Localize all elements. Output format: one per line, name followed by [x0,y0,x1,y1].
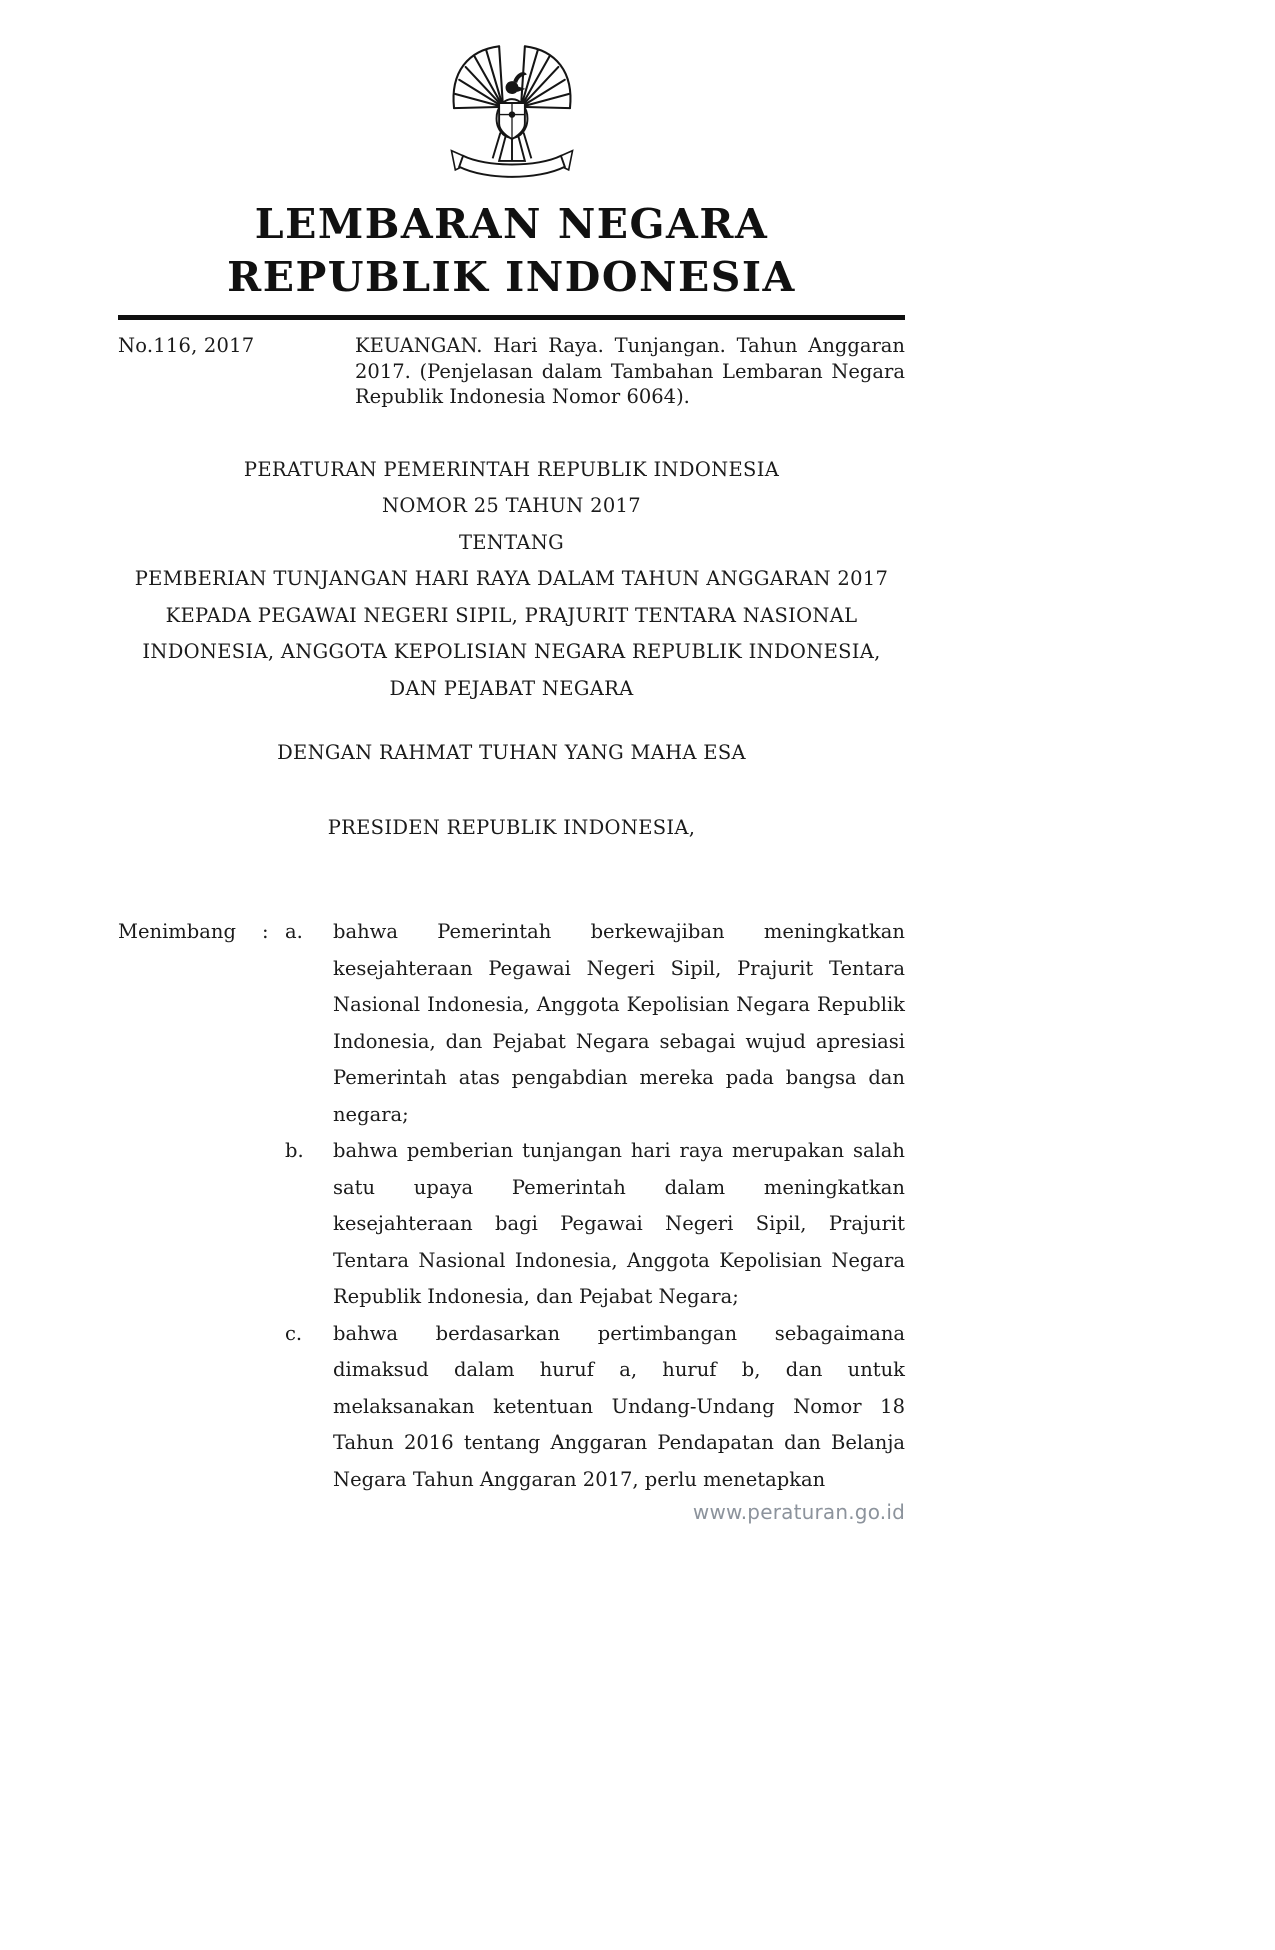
menimbang-label-spacer [118,1133,262,1316]
menimbang-item-text: bahwa pemberian tunjangan hari raya merupakan salah satu upaya Pemerintah dalam meningkatkan kesejahteraan bagi Pegawai Negeri Sipil, Prajurit Tentara Nasional Indonesia, Anggota Kepolisian Negara Republik Indonesia, dan Pejabat Negara; [333,1139,905,1308]
gazette-subject: KEUANGAN. Hari Raya. Tunjangan. Tahun Anggaran 2017. (Penjelasan dalam Tambahan Lembaran Negara Republik Indonesia Nomor 6064). [355,334,905,408]
regulation-subject-line: INDONESIA, ANGGOTA KEPOLISIAN NEGARA REPUBLIK INDONESIA, [142,640,881,663]
menimbang-item-letter: a. [285,920,303,943]
menimbang-label: Menimbang [118,920,236,943]
masthead-title [118,198,905,304]
menimbang-item-letter: c. [285,1321,303,1345]
menimbang-item-letter: b. [285,1139,304,1162]
regulation-title-block [118,452,905,708]
regulation-number: NOMOR 25 TAHUN 2017 [382,494,641,517]
regulation-subject-line: PEMBERIAN TUNJANGAN HARI RAYA DALAM TAHUN ANGGARAN 2017 [134,567,889,590]
menimbang-item-text: bahwa Pemerintah berkewajiban meningkatkan kesejahteraan Pegawai Negeri Sipil, Prajurit Tentara Nasional Indonesia, Anggota Kepolisian Negara Republik Indonesia, dan Pejabat Negara sebagai wujud apresiasi Pemerintah atas pengabdian mereka pada bangsa dan negara; [333,920,905,1126]
masthead-rule [118,315,905,320]
menimbang-item-text: bahwa berdasarkan pertimbangan sebagaimana dimaksud dalam huruf a, huruf b, dan untuk melaksanakan ketentuan Undang-Undang Nomor 18 Tahun 2016 tentang Anggaran Pendapatan dan Belanja Negara Tahun Anggaran 2017, perlu menetapkan [333,1321,905,1491]
regulation-subject-line: DAN PEJABAT NEGARA [389,676,634,700]
garuda-head [505,72,526,94]
gazette-meta-row [118,333,905,410]
masthead-line2: REPUBLIK INDONESIA [227,253,796,301]
menimbang-section [118,914,905,1498]
regulation-type: PERATURAN PEMERINTAH REPUBLIK INDONESIA [243,457,780,481]
document-content [118,0,905,1498]
watermark-url: www.peraturan.go.id [692,1500,905,1524]
menimbang-label-spacer [118,1316,262,1499]
regulation-subject-line: KEPADA PEGAWAI NEGERI SIPIL, PRAJURIT TENTARA NASIONAL [165,603,858,627]
menimbang-colon-spacer [262,1316,285,1499]
gazette-number: No.116, 2017 [118,334,255,357]
garuda-pancasila-emblem [446,36,578,188]
garuda-pancasila-icon [446,36,578,188]
authority-line: PRESIDEN REPUBLIK INDONESIA, [327,815,696,839]
masthead-line1: LEMBARAN NEGARA [254,200,769,248]
invocation-line: DENGAN RAHMAT TUHAN YANG MAHA ESA [277,741,746,764]
menimbang-colon: : [262,920,269,943]
regulation-tentang: TENTANG [458,530,565,554]
menimbang-colon-spacer [262,1133,285,1316]
